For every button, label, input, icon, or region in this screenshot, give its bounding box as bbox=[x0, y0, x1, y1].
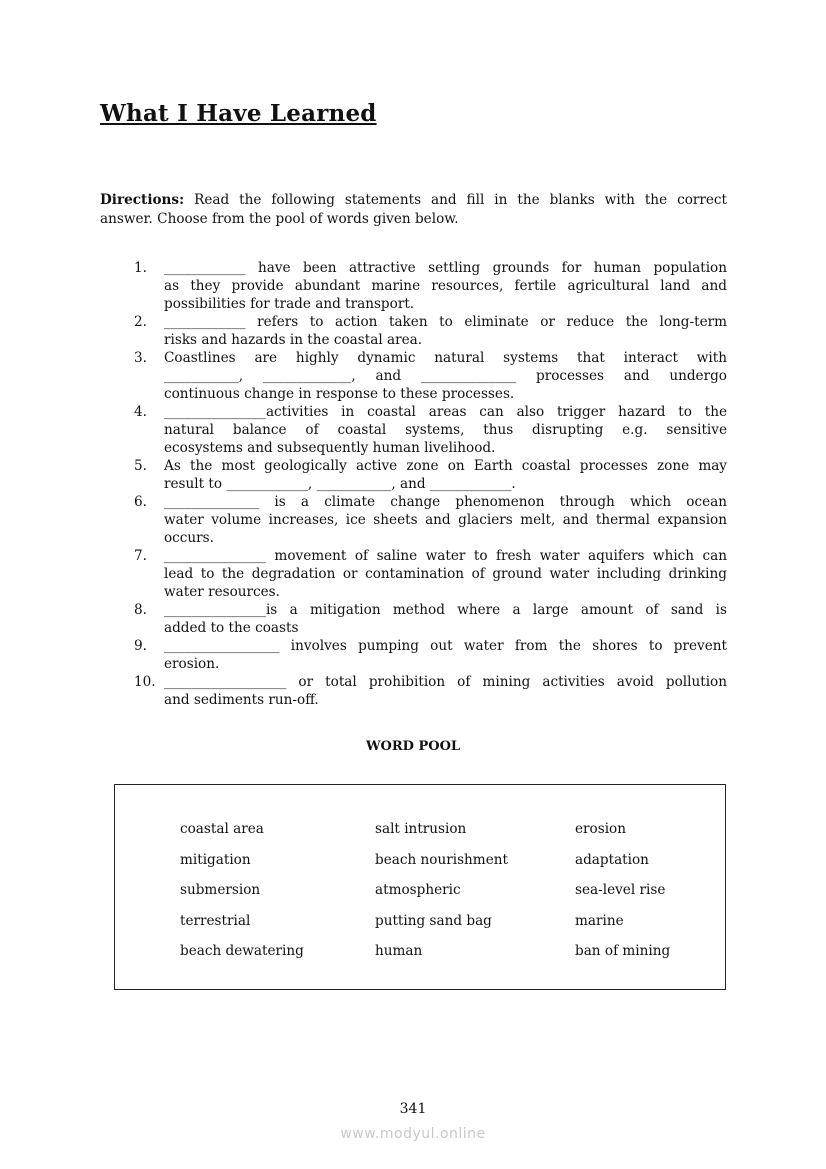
question-text-line: ecosystems and subsequently human livelihood. bbox=[164, 440, 496, 456]
question-number: 2. bbox=[134, 314, 147, 330]
question-number: 4. bbox=[134, 404, 147, 420]
question-text-line: natural balance of coastal systems, thus disrupting e.g. sensitive bbox=[164, 422, 727, 438]
question-text-line: ___________, _____________, and ______________ processes and undergo bbox=[164, 368, 727, 384]
page-title: What I Have Learned bbox=[100, 100, 377, 127]
word-pool-item: putting sand bag bbox=[375, 912, 492, 929]
question-text-line: occurs. bbox=[164, 530, 214, 546]
question-number: 7. bbox=[134, 548, 147, 564]
question-list bbox=[134, 259, 727, 709]
directions bbox=[100, 191, 727, 229]
question-text-line: _________________ involves pumping out water from the shores to prevent bbox=[164, 638, 727, 654]
word-pool-item: adaptation bbox=[575, 851, 649, 868]
question-text-line: ____________ have been attractive settling grounds for human population bbox=[164, 260, 727, 276]
directions-line bbox=[100, 191, 727, 210]
question-number: 5. bbox=[134, 458, 147, 474]
word-pool-item: coastal area bbox=[180, 821, 264, 837]
word-pool-item: human bbox=[375, 943, 423, 959]
question-number: 10. bbox=[134, 674, 156, 690]
question-number: 8. bbox=[134, 602, 147, 618]
word-pool-item: ban of mining bbox=[575, 943, 671, 959]
word-pool-item: terrestrial bbox=[180, 912, 251, 929]
question-text-line: result to ____________, ___________, and ____________. bbox=[164, 476, 516, 492]
question-text-line: ____________ refers to action taken to eliminate or reduce the long-term bbox=[164, 314, 727, 330]
directions-line: answer. Choose from the pool of words given below. bbox=[100, 211, 459, 227]
question-item bbox=[134, 601, 727, 637]
question-item bbox=[134, 547, 727, 601]
question-number: 3. bbox=[134, 350, 147, 366]
question-text-line: added to the coasts bbox=[164, 620, 299, 636]
word-pool-item: beach nourishment bbox=[375, 851, 508, 868]
question-item bbox=[134, 637, 727, 673]
directions-label: Directions: bbox=[100, 192, 185, 208]
question-text-line: __________________ or total prohibition of mining activities avoid pollution bbox=[164, 674, 727, 690]
word-pool-item: beach dewatering bbox=[180, 943, 304, 959]
question-text-line: _______________is a mitigation method where a large amount of sand is bbox=[164, 602, 727, 618]
question-item bbox=[134, 313, 727, 349]
word-pool-item: salt intrusion bbox=[375, 821, 467, 837]
word-pool-item: atmospheric bbox=[375, 882, 461, 898]
question-text-line: risks and hazards in the coastal area. bbox=[164, 332, 423, 348]
question-item bbox=[134, 349, 727, 403]
question-text-line: possibilities for trade and transport. bbox=[164, 296, 415, 312]
question-number: 1. bbox=[134, 260, 147, 276]
word-pool-title: WORD POOL bbox=[365, 739, 461, 754]
question-text-line: erosion. bbox=[164, 656, 220, 672]
directions-text: Read the following statements and fill in the blanks with the correct bbox=[184, 192, 727, 208]
question-item bbox=[134, 493, 727, 547]
question-text-line: as they provide abundant marine resources, fertile agricultural land and bbox=[164, 278, 727, 294]
question-text-line: and sediments run-off. bbox=[164, 692, 319, 708]
word-pool-item: erosion bbox=[575, 821, 626, 837]
page-number: 341 bbox=[399, 1101, 427, 1117]
question-text-line: Coastlines are highly dynamic natural systems that interact with bbox=[164, 350, 727, 366]
question-text-line: _______________activities in coastal areas can also trigger hazard to the bbox=[164, 404, 727, 420]
question-item bbox=[134, 259, 727, 313]
question-text-line: ______________ is a climate change phenomenon through which ocean bbox=[164, 494, 727, 510]
question-number: 6. bbox=[134, 494, 147, 510]
word-pool-item: submersion bbox=[180, 882, 261, 898]
word-pool-item: sea-level rise bbox=[575, 882, 666, 898]
question-text-line: _______________ movement of saline water to fresh water aquifers which can bbox=[164, 548, 727, 564]
question-item bbox=[134, 457, 727, 493]
question-item bbox=[134, 673, 727, 709]
watermark: www.modyul.online bbox=[340, 1126, 486, 1142]
word-pool-item: marine bbox=[575, 912, 624, 929]
word-pool-item: mitigation bbox=[180, 851, 251, 868]
question-text-line: As the most geologically active zone on Earth coastal processes zone may bbox=[164, 458, 727, 474]
question-text-line: water resources. bbox=[164, 584, 280, 600]
question-text-line: lead to the degradation or contamination of ground water including drinking bbox=[164, 566, 727, 582]
question-text-line: water volume increases, ice sheets and glaciers melt, and thermal expansion bbox=[164, 512, 727, 528]
question-text-line: continuous change in response to these processes. bbox=[164, 386, 515, 402]
word-pool-box bbox=[114, 784, 726, 990]
question-number: 9. bbox=[134, 638, 147, 654]
question-item bbox=[134, 403, 727, 457]
